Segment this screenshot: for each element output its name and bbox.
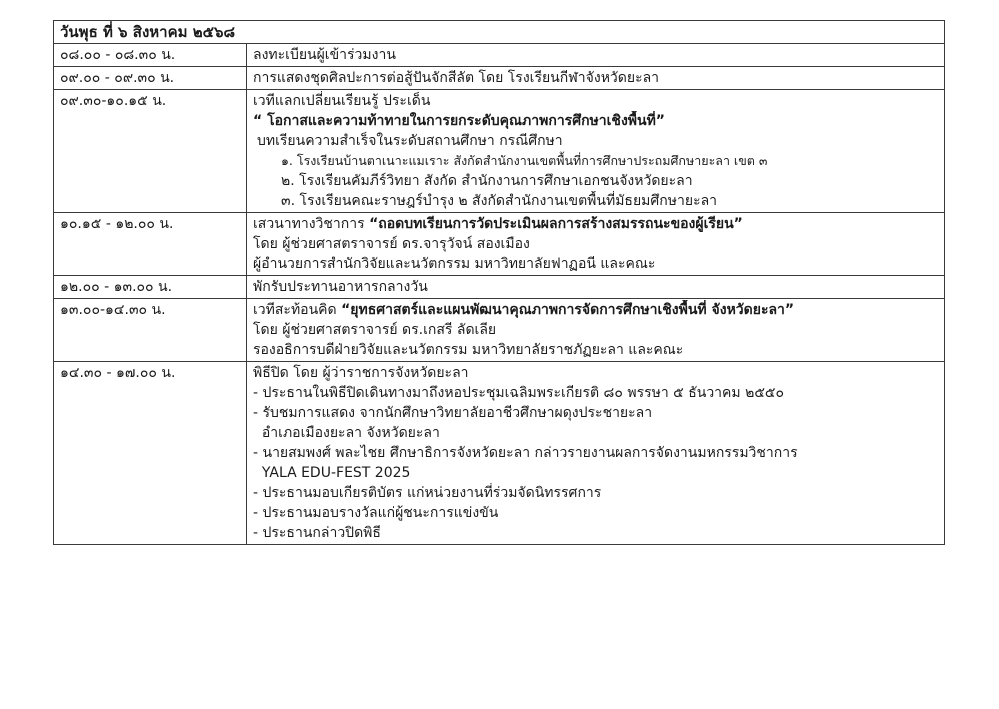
- desc-cell: [247, 213, 945, 276]
- time-cell: ๑๒.๐๐ - ๑๓.๐๐ น.: [54, 276, 247, 299]
- case-study-item: ๓. โรงเรียนคณะราษฎร์บำรุง ๒ สังกัดสำนักงานเขตพื้นที่มัธยมศึกษายะลา: [281, 193, 718, 209]
- agenda-row: [54, 213, 945, 276]
- desc-line: โดย ผู้ช่วยศาสตราจารย์ ดร.เกสรี ลัดเลีย: [253, 322, 497, 338]
- time-cell: ๐๙.๐๐ - ๐๙.๓๐ น.: [54, 67, 247, 90]
- case-study-item: ๑. โรงเรียนบ้านตาเนาะแมเราะ สังกัดสำนักงานเขตพื้นที่การศึกษาประถมศึกษายะลา เขต ๓: [281, 153, 768, 168]
- ceremony-item: - ประธานมอบรางวัลแก่ผู้ชนะการแข่งขัน: [253, 505, 499, 521]
- agenda-table: [53, 20, 945, 545]
- time-cell: ๑๐.๑๕ - ๑๒.๐๐ น.: [54, 213, 247, 276]
- desc-line: โดย ผู้ช่วยศาสตราจารย์ ดร.จารุวัจน์ สองเมือง: [253, 236, 530, 252]
- desc-line: การแสดงชุดศิลปะการต่อสู้ปันจักสีลัต โดย โรงเรียนกีฬาจังหวัดยะลา: [253, 70, 660, 86]
- desc-cell: [247, 44, 945, 67]
- desc-cell: [247, 362, 945, 545]
- ceremony-item: - ประธานกล่าวปิดพิธี: [253, 525, 381, 541]
- agenda-row: [54, 44, 945, 67]
- desc-line: เวทีแลกเปลี่ยนเรียนรู้ ประเด็น: [253, 93, 431, 109]
- desc-line: พิธีปิด โดย ผู้ว่าราชการจังหวัดยะลา: [253, 365, 469, 381]
- agenda-sheet: [53, 20, 944, 545]
- desc-cell: [247, 276, 945, 299]
- ceremony-item: - รับชมการแสดง จากนักศึกษาวิทยาลัยอาชีวศึกษาผดุงประชายะลา: [253, 405, 653, 421]
- topic-title: “ โอกาสและความท้าทายในการยกระดับคุณภาพการศึกษาเชิงพื้นที่”: [253, 113, 666, 129]
- session-type: เสวนาทางวิชาการ: [253, 216, 370, 232]
- session-title: “ยุทธศาสตร์และแผนพัฒนาคุณภาพการจัดการศึกษาเชิงพื้นที่ จังหวัดยะลา”: [341, 302, 795, 318]
- desc-line: ผู้อำนวยการสำนักวิจัยและนวัตกรรม มหาวิทยาลัยฟาฏอนี และคณะ: [253, 256, 656, 272]
- day-header-row: [54, 21, 945, 44]
- desc-cell: [247, 90, 945, 213]
- ceremony-item: - ประธานมอบเกียรติบัตร แก่หน่วยงานที่ร่วมจัดนิทรรศการ: [253, 485, 602, 501]
- session-type: เวทีสะท้อนคิด: [253, 302, 342, 318]
- day-header: วันพุธ ที่ ๖ สิงหาคม ๒๕๖๘: [54, 21, 945, 44]
- time-cell: ๑๔.๓๐ - ๑๗.๐๐ น.: [54, 362, 247, 545]
- agenda-row: [54, 299, 945, 362]
- desc-cell: [247, 67, 945, 90]
- session-title: “ถอดบทเรียนการวัดประเมินผลการสร้างสมรรถนะของผู้เรียน”: [369, 216, 743, 232]
- time-cell: ๐๘.๐๐ - ๐๘.๓๐ น.: [54, 44, 247, 67]
- ceremony-item: - ประธานในพิธีปิดเดินทางมาถึงหอประชุมเฉลิมพระเกียรติ ๘๐ พรรษา ๕ ธันวาคม ๒๕๕๐: [253, 385, 785, 401]
- case-study-item: ๒. โรงเรียนคัมภีร์วิทยา สังกัด สำนักงานการศึกษาเอกชนจังหวัดยะลา: [281, 173, 693, 189]
- desc-line: ลงทะเบียนผู้เข้าร่วมงาน: [253, 47, 396, 63]
- agenda-row: [54, 67, 945, 90]
- agenda-row: [54, 362, 945, 545]
- agenda-row: [54, 90, 945, 213]
- time-cell: ๐๙.๓๐-๑๐.๑๕ น.: [54, 90, 247, 213]
- desc-line: [253, 300, 939, 320]
- ceremony-item-cont: YALA EDU-FEST 2025: [253, 465, 411, 481]
- time-cell: ๑๓.๐๐-๑๔.๓๐ น.: [54, 299, 247, 362]
- desc-line: บทเรียนความสำเร็จในระดับสถานศึกษา กรณีศึกษา: [257, 133, 563, 149]
- desc-line: [253, 214, 939, 234]
- desc-line: พักรับประทานอาหารกลางวัน: [253, 279, 428, 295]
- ceremony-item: - นายสมพงศ์ พละไชย ศึกษาธิการจังหวัดยะลา กล่าวรายงานผลการจัดงานมหกรรมวิชาการ: [253, 445, 798, 461]
- desc-cell: [247, 299, 945, 362]
- agenda-row: [54, 276, 945, 299]
- desc-line: รองอธิการบดีฝ่ายวิจัยและนวัตกรรม มหาวิทยาลัยราชภัฏยะลา และคณะ: [253, 342, 684, 358]
- ceremony-item-cont: อำเภอเมืองยะลา จังหวัดยะลา: [253, 425, 440, 441]
